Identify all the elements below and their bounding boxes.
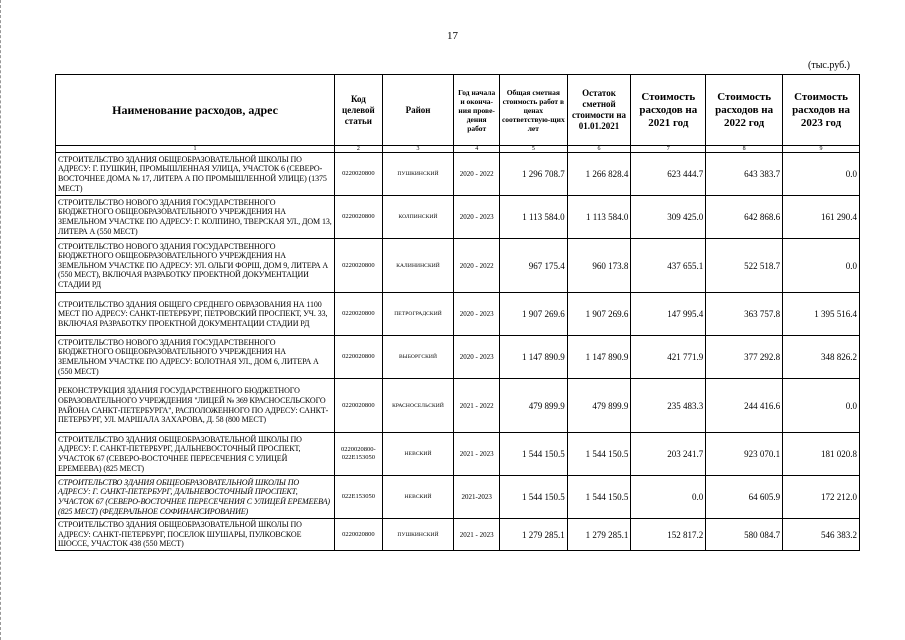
row-district: НЕВСКИЙ [382, 433, 454, 476]
row-remainder: 960 173.8 [567, 239, 631, 293]
row-total-cost: 1 147 890.9 [499, 336, 567, 379]
row-name: СТРОИТЕЛЬСТВО НОВОГО ЗДАНИЯ ГОСУДАРСТВЕННОГО БЮДЖЕТНОГО ОБЩЕОБРАЗОВАТЕЛЬНОГО УЧРЕЖДЕНИЯ НА ЗЕМЕЛЬНОМ УЧАСТКЕ ПО АДРЕСУ: УЛ. ОЛЬГИ ФОРШ, ДОМ 9, ЛИТЕРА А (550 МЕСТ), ВКЛЮЧАЯ РАЗРАБОТКУ ПРОЕКТНОЙ ДОКУМЕНТАЦИИ СТАДИИ РД [56, 239, 335, 293]
row-code: 0220020800 [335, 379, 383, 433]
header-2023: Стоимость расходов на 2023 год [783, 75, 860, 146]
row-total-cost: 1 544 150.5 [499, 476, 567, 519]
row-name: СТРОИТЕЛЬСТВО ЗДАНИЯ ОБЩЕГО СРЕДНЕГО ОБРАЗОВАНИЯ НА 1100 МЕСТ ПО АДРЕСУ: САНКТ-ПЕТЕРБУРГ, ПЕТРОВСКИЙ ПРОСПЕКТ, УЧ. 33, ВКЛЮЧАЯ РАЗРАБОТКУ ПРОЕКТНОЙ ДОКУМЕНТАЦИИ СТАДИИ РД [56, 293, 335, 336]
table-row [56, 293, 860, 336]
row-years: 2020 - 2022 [454, 153, 500, 196]
row-cost-2021: 0.0 [631, 476, 706, 519]
row-remainder: 1 266 828.4 [567, 153, 631, 196]
row-total-cost: 479 899.9 [499, 379, 567, 433]
row-total-cost: 1 279 285.1 [499, 519, 567, 551]
row-total-cost: 1 907 269.6 [499, 293, 567, 336]
row-name: СТРОИТЕЛЬСТВО НОВОГО ЗДАНИЯ ГОСУДАРСТВЕННОГО БЮДЖЕТНОГО ОБЩЕОБРАЗОВАТЕЛЬНОГО УЧРЕЖДЕНИЯ НА ЗЕМЕЛЬНОМ УЧАСТКЕ ПО АДРЕСУ: Г. КОЛПИНО, ТВЕРСКАЯ УЛ., ДОМ 13, ЛИТЕРА А (550 МЕСТ) [56, 196, 335, 239]
row-years: 2020 - 2023 [454, 293, 500, 336]
column-number: 9 [783, 146, 860, 153]
row-years: 2020 - 2023 [454, 196, 500, 239]
row-cost-2022: 244 416.6 [706, 379, 783, 433]
row-cost-2022: 64 605.9 [706, 476, 783, 519]
row-cost-2023: 0.0 [783, 379, 860, 433]
row-cost-2021: 203 241.7 [631, 433, 706, 476]
table-row [56, 153, 860, 196]
row-cost-2022: 377 292.8 [706, 336, 783, 379]
row-years: 2020 - 2022 [454, 239, 500, 293]
row-cost-2022: 642 868.6 [706, 196, 783, 239]
column-number: 4 [454, 146, 500, 153]
row-years: 2021 - 2023 [454, 519, 500, 551]
row-remainder: 1 544 150.5 [567, 476, 631, 519]
row-district: КРАСНОСЕЛЬСКИЙ [382, 379, 454, 433]
row-cost-2021: 437 655.1 [631, 239, 706, 293]
column-number: 8 [706, 146, 783, 153]
row-district: КОЛПИНСКИЙ [382, 196, 454, 239]
header-2021: Стоимость расходов на 2021 год [631, 75, 706, 146]
row-cost-2023: 546 383.2 [783, 519, 860, 551]
row-cost-2023: 0.0 [783, 153, 860, 196]
row-code: 0220020800 [335, 239, 383, 293]
table-row [56, 379, 860, 433]
row-total-cost: 1 113 584.0 [499, 196, 567, 239]
row-name: СТРОИТЕЛЬСТВО ЗДАНИЯ ОБЩЕОБРАЗОВАТЕЛЬНОЙ ШКОЛЫ ПО АДРЕСУ: Г. САНКТ-ПЕТЕРБУРГ, ДАЛЬНЕВОСТОЧНЫЙ ПРОСПЕКТ, УЧАСТОК 67 (СЕВЕРО-ВОСТОЧНЕЕ ПЕРЕСЕЧЕНИЯ С УЛИЦЕЙ ЕРЕМЕЕВА) (825 МЕСТ) (ФЕДЕРАЛЬНОЕ СОФИНАНСИРОВАНИЕ) [56, 476, 335, 519]
row-cost-2021: 147 995.4 [631, 293, 706, 336]
expenses-table [55, 74, 860, 551]
header-total-cost: Общая сметная стоимость работ в ценах соответствую-щих лет [499, 75, 567, 146]
table-row [56, 336, 860, 379]
row-cost-2023: 161 290.4 [783, 196, 860, 239]
row-cost-2023: 0.0 [783, 239, 860, 293]
row-cost-2021: 421 771.9 [631, 336, 706, 379]
row-total-cost: 1 296 708.7 [499, 153, 567, 196]
header-years: Год начала и оконча-ния прове-дения работ [454, 75, 500, 146]
header-2022: Стоимость расходов на 2022 год [706, 75, 783, 146]
row-remainder: 1 147 890.9 [567, 336, 631, 379]
row-code: 0220020800 [335, 196, 383, 239]
row-name: СТРОИТЕЛЬСТВО ЗДАНИЯ ОБЩЕОБРАЗОВАТЕЛЬНОЙ ШКОЛЫ ПО АДРЕСУ: Г. ПУШКИН, ПРОМЫШЛЕННАЯ УЛИЦА, УЧАСТОК 6 (СЕВЕРО-ВОСТОЧНЕЕ ДОМА № 17, ЛИТЕРА А ПО ПРОМЫШЛЕННОЙ УЛИЦЕ) (1375 МЕСТ) [56, 153, 335, 196]
row-cost-2022: 363 757.8 [706, 293, 783, 336]
row-name: РЕКОНСТРУКЦИЯ ЗДАНИЯ ГОСУДАРСТВЕННОГО БЮДЖЕТНОГО ОБРАЗОВАТЕЛЬНОГО УЧРЕЖДЕНИЯ "ЛИЦЕЙ № 369 КРАСНОСЕЛЬСКОГО РАЙОНА САНКТ-ПЕТЕРБУРГА", РАСПОЛОЖЕННОГО ПО АДРЕСУ: САНКТ-ПЕТЕРБУРГ, УЛ. МАРШАЛА ЗАХАРОВА, Д. 58 (800 МЕСТ) [56, 379, 335, 433]
row-cost-2022: 643 383.7 [706, 153, 783, 196]
header-name: Наименование расходов, адрес [56, 75, 335, 146]
row-district: ПЕТРОГРАДСКИЙ [382, 293, 454, 336]
header-code: Код целевой статьи [335, 75, 383, 146]
row-name: СТРОИТЕЛЬСТВО ЗДАНИЯ ОБЩЕОБРАЗОВАТЕЛЬНОЙ ШКОЛЫ ПО АДРЕСУ: Г. САНКТ-ПЕТЕРБУРГ, ДАЛЬНЕВОСТОЧНЫЙ ПРОСПЕКТ, УЧАСТОК 67 (СЕВЕРО-ВОСТОЧНЕЕ ПЕРЕСЕЧЕНИЯ С УЛИЦЕЙ ЕРЕМЕЕВА) (825 МЕСТ) [56, 433, 335, 476]
row-cost-2022: 923 070.1 [706, 433, 783, 476]
row-years: 2021 - 2023 [454, 433, 500, 476]
header-district: Район [382, 75, 454, 146]
row-cost-2023: 181 020.8 [783, 433, 860, 476]
column-number: 2 [335, 146, 383, 153]
row-cost-2023: 172 212.0 [783, 476, 860, 519]
row-cost-2021: 152 817.2 [631, 519, 706, 551]
column-number: 1 [56, 146, 335, 153]
row-name: СТРОИТЕЛЬСТВО НОВОГО ЗДАНИЯ ГОСУДАРСТВЕННОГО БЮДЖЕТНОГО ОБЩЕОБРАЗОВАТЕЛЬНОГО УЧРЕЖДЕНИЯ НА ЗЕМЕЛЬНОМ УЧАСТКЕ ПО АДРЕСУ: БОЛОТНАЯ УЛ., ДОМ 6, ЛИТЕРА А (550 МЕСТ) [56, 336, 335, 379]
row-years: 2020 - 2023 [454, 336, 500, 379]
row-cost-2021: 623 444.7 [631, 153, 706, 196]
header-row [56, 75, 860, 146]
row-cost-2023: 1 395 516.4 [783, 293, 860, 336]
row-code: 0220020800 [335, 336, 383, 379]
table-row [56, 433, 860, 476]
header-remainder: Остаток сметной стоимости на 01.01.2021 [567, 75, 631, 146]
table-row [56, 239, 860, 293]
row-remainder: 1 113 584.0 [567, 196, 631, 239]
row-name: СТРОИТЕЛЬСТВО ЗДАНИЯ ОБЩЕОБРАЗОВАТЕЛЬНОЙ ШКОЛЫ ПО АДРЕСУ: САНКТ-ПЕТЕРБУРГ, ПОСЕЛОК ШУШАРЫ, ПУЛКОВСКОЕ ШОССЕ, УЧАСТОК 438 (550 МЕСТ) [56, 519, 335, 551]
row-years: 2021 - 2022 [454, 379, 500, 433]
row-code: 0220020800 [335, 293, 383, 336]
row-cost-2021: 235 483.3 [631, 379, 706, 433]
column-number: 3 [382, 146, 454, 153]
row-cost-2022: 580 084.7 [706, 519, 783, 551]
row-total-cost: 1 544 150.5 [499, 433, 567, 476]
row-district: ВЫБОРГСКИЙ [382, 336, 454, 379]
row-code: 0220020800 [335, 519, 383, 551]
table-row [56, 519, 860, 551]
column-number: 5 [499, 146, 567, 153]
row-cost-2023: 348 826.2 [783, 336, 860, 379]
row-cost-2021: 309 425.0 [631, 196, 706, 239]
row-total-cost: 967 175.4 [499, 239, 567, 293]
column-number-row [56, 146, 860, 153]
row-remainder: 479 899.9 [567, 379, 631, 433]
units-label: (тыс.руб.) [808, 60, 851, 71]
row-remainder: 1 907 269.6 [567, 293, 631, 336]
row-district: НЕВСКИЙ [382, 476, 454, 519]
row-code: 0220020800-022Е153050 [335, 433, 383, 476]
row-district: ПУШКИНСКИЙ [382, 519, 454, 551]
row-remainder: 1 544 150.5 [567, 433, 631, 476]
table-row [56, 196, 860, 239]
table-row [56, 476, 860, 519]
page-edge [0, 0, 4, 640]
row-code: 0220020800 [335, 153, 383, 196]
row-years: 2021-2023 [454, 476, 500, 519]
row-district: КАЛИНИНСКИЙ [382, 239, 454, 293]
row-district: ПУШКИНСКИЙ [382, 153, 454, 196]
row-cost-2022: 522 518.7 [706, 239, 783, 293]
column-number: 7 [631, 146, 706, 153]
row-code: 022Е153050 [335, 476, 383, 519]
row-remainder: 1 279 285.1 [567, 519, 631, 551]
page-number: 17 [447, 30, 458, 42]
column-number: 6 [567, 146, 631, 153]
